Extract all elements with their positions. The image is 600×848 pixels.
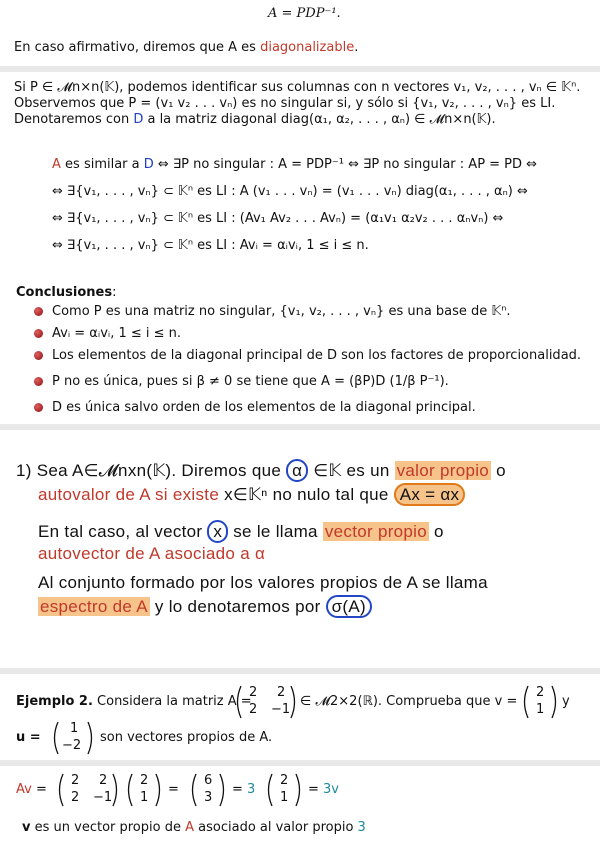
vector-cell: 1 <box>280 790 289 805</box>
chain-line1 <box>52 157 537 173</box>
matrix-cell: 2 <box>249 685 258 700</box>
conclusions-title-text: Conclusiones <box>16 285 113 300</box>
bullet-icon <box>34 351 43 360</box>
vector-cell: 6 <box>204 773 213 788</box>
divider <box>0 668 600 674</box>
para1-line3-a: Denotaremos con <box>14 112 134 127</box>
note-text: x∈𝕂ⁿ no nulo tal que <box>219 485 394 504</box>
vector-v-display <box>520 684 560 720</box>
chain-l1d: ⇔ ∃P no singular : A = PDP⁻¹ ⇔ ∃P no singular : AP = PD ⇔ <box>153 157 538 172</box>
espectro-highlight: espectro de A <box>40 597 148 616</box>
conclusion-item-1: Como P es una matriz no singular, {v₁, v₂, . . . , vₙ} es una base de 𝕂ⁿ. <box>52 304 511 319</box>
sigma-circled: σ(A) <box>326 595 372 618</box>
vector-cell: 1 <box>536 702 545 717</box>
vector-u-display <box>50 720 96 756</box>
matrix-d: D <box>133 112 144 127</box>
chain-l1b: es similar a <box>60 157 144 172</box>
formula-apdp: A = PDP⁻¹. <box>268 6 341 21</box>
av-text: Av <box>16 782 32 797</box>
note-text: y lo denotaremos por <box>149 597 326 616</box>
example-line1 <box>16 694 252 710</box>
para1-line1: Si P ∈ 𝓜n×n(𝕂), podemos identificar sus columnas con n vectores v₁, v₂, . . . , vₙ ∈ 𝕂ⁿ. <box>14 80 581 95</box>
eigenvalue-three: 3 <box>357 820 366 835</box>
vector-cell: 2 <box>536 685 545 700</box>
three-v: 3v <box>323 782 339 797</box>
closing-line <box>22 820 366 836</box>
para1-line3-c: a la matriz diagonal diag(α₁, α₂, . . . , αₙ) ∈ 𝓜n×n(𝕂). <box>143 112 496 127</box>
bullet-icon <box>34 403 43 412</box>
example-text: Considera la matriz A = <box>92 694 252 709</box>
vector-cell: −2 <box>62 738 82 753</box>
matrix-cell: −1 <box>93 790 113 805</box>
conclusion-item-5: D es única salvo orden de los elementos de la diagonal principal. <box>52 400 476 415</box>
matrix-a: A <box>52 157 61 172</box>
bullet-icon <box>34 329 43 338</box>
vector-cell: 2 <box>280 773 289 788</box>
chain-line2: ⇔ ∃{v₁, . . . , vₙ} ⊂ 𝕂ⁿ es LI : A (v₁ . . . vₙ) = (v₁ . . . vₙ) diag(α₁, . . . , αₙ) ⇔ <box>52 184 528 199</box>
colon: : <box>112 285 117 300</box>
comp-vector-v2 <box>264 772 304 808</box>
equals: = <box>232 782 248 797</box>
eigen-equation: Ax = αx <box>394 483 466 506</box>
vector-cell: 1 <box>70 721 79 736</box>
matrix-cell: 2 <box>71 790 80 805</box>
conclusion-item-3: Los elementos de la diagonal principal de D son los factores de proporcionalidad. <box>52 348 582 363</box>
equals-three <box>232 782 255 798</box>
conclusions-title <box>16 285 116 301</box>
matrix-cell: 2 <box>99 773 108 788</box>
note-line5: Al conjunto formado por los valores propios de A se llama <box>38 573 488 592</box>
equals: = <box>168 782 179 797</box>
eigenvalue-three: 3 <box>247 782 256 797</box>
chain-line3: ⇔ ∃{v₁, . . . , vₙ} ⊂ 𝕂ⁿ es LI : (Av₁ Av₂ . . . Avₙ) = (α₁v₁ α₂v₂ . . . αₙvₙ) ⇔ <box>52 211 504 226</box>
chain-line4: ⇔ ∃{v₁, . . . , vₙ} ⊂ 𝕂ⁿ es LI : Avᵢ = αᵢvᵢ, 1 ≤ i ≤ n. <box>52 238 369 253</box>
equals: = <box>308 782 324 797</box>
divider <box>0 760 600 766</box>
equals: = <box>31 782 47 797</box>
x-circled: x <box>207 520 228 543</box>
u-label-text: u = <box>16 730 41 745</box>
note-text: ∈𝕂 es un <box>308 461 395 480</box>
av-label <box>16 782 47 798</box>
vector-propio-highlight: vector propio <box>324 522 428 541</box>
note-line6 <box>38 596 372 618</box>
matrix-cell: −1 <box>271 702 291 717</box>
vector-cell: 3 <box>204 790 213 805</box>
matrix-cell: 2 <box>277 685 286 700</box>
example-text3: y <box>562 694 570 709</box>
para1-line2: Observemos que P = (v₁ v₂ . . . vₙ) es no singular si, y sólo si {v₁, v₂, . . . , vₙ} es LI. <box>14 96 556 111</box>
bullet-icon <box>34 377 43 386</box>
divider <box>0 424 600 430</box>
alpha-circled: α <box>286 459 308 482</box>
note-line4: autovector de A asociado a α <box>38 544 266 563</box>
diagonalizable-term: diagonalizable <box>260 40 355 55</box>
comp-matrix-a <box>55 772 121 808</box>
closing-text: asociado al valor propio <box>194 820 358 835</box>
matrix-cell: 2 <box>249 702 258 717</box>
note-text: 1) Sea A∈𝓜nxn(𝕂). Diremos que <box>16 461 287 480</box>
note-text: En tal caso, al vector <box>38 522 208 541</box>
bullet-icon <box>34 307 43 316</box>
matrix-a: A <box>185 820 195 835</box>
note-line3 <box>38 521 444 543</box>
matrix-a-display <box>233 684 299 720</box>
note-text: se le llama <box>228 522 323 541</box>
autovalor-text: autovalor de A si existe <box>38 485 220 504</box>
example-text2: ∈ 𝓜2×2(ℝ). Comprueba que v = <box>300 694 518 709</box>
conclusion-item-4: P no es única, pues si β ≠ 0 se tiene que A = (βP)D (1/β P⁻¹). <box>52 374 449 389</box>
note-line1 <box>16 460 506 482</box>
closing-text: es un vector propio de <box>30 820 186 835</box>
matrix-cell: 2 <box>71 773 80 788</box>
definition-diagonalizable <box>14 40 358 56</box>
conclusion-item-2: Avᵢ = αᵢvᵢ, 1 ≤ i ≤ n. <box>52 326 182 341</box>
u-label <box>16 730 41 746</box>
example-label: Ejemplo 2. <box>16 694 93 709</box>
comp-vector-v <box>124 772 164 808</box>
affirmative-text: En caso afirmativo, diremos que A es <box>14 40 261 55</box>
comp-result <box>188 772 228 808</box>
divider <box>0 66 600 72</box>
valor-propio-highlight: valor propio <box>396 461 490 480</box>
note-line2 <box>38 484 465 506</box>
vector-v: v <box>22 820 31 835</box>
example-text4: son vectores propios de A. <box>100 730 273 745</box>
final-result <box>308 782 339 798</box>
note-text: o <box>429 522 444 541</box>
period: . <box>354 40 359 55</box>
vector-cell: 2 <box>140 773 149 788</box>
matrix-d: D <box>143 157 154 172</box>
vector-cell: 1 <box>140 790 149 805</box>
note-text: o <box>491 461 506 480</box>
para1-line3 <box>14 112 496 128</box>
